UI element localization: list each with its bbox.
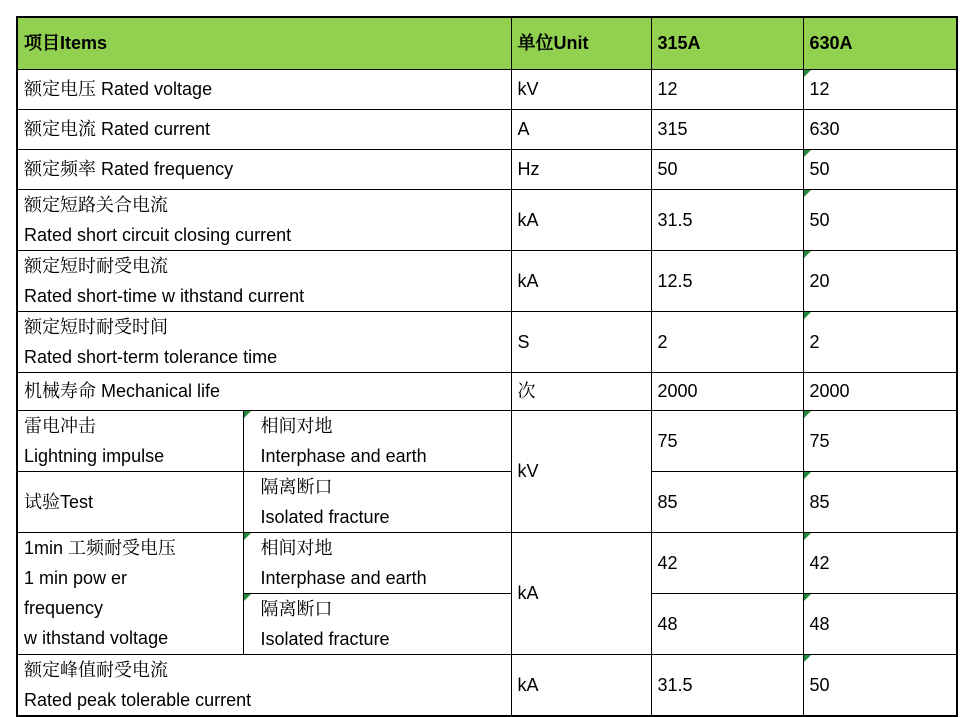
item-label-zh: 额定短时耐受时间 xyxy=(24,316,168,337)
value-630a: 75 xyxy=(809,430,830,451)
sub-item-label-en: Interphase and earth xyxy=(260,567,427,588)
value-630a: 50 xyxy=(809,674,830,695)
table-row xyxy=(17,532,957,593)
header-315a: 315A xyxy=(651,17,803,69)
item-label-en: Rated short-term tolerance time xyxy=(24,346,278,367)
value-315a-cell: 48 xyxy=(651,593,803,654)
item-cell xyxy=(17,372,511,410)
value-315a-cell: 31.5 xyxy=(651,189,803,250)
spec-table xyxy=(16,16,958,717)
value-315a-cell: 31.5 xyxy=(651,654,803,716)
sub-item-cell xyxy=(243,532,511,593)
sub-item-cell xyxy=(243,410,511,471)
table-row xyxy=(17,372,957,410)
value-630a: 42 xyxy=(809,552,830,573)
sub-item-label-zh: 隔离断口 xyxy=(260,476,333,497)
value-315a-cell: 2 xyxy=(651,311,803,372)
value-630a-cell xyxy=(803,593,957,654)
green-triangle-indicator-icon xyxy=(244,533,251,540)
group-cell-test xyxy=(17,471,243,532)
group-cell-lightning xyxy=(17,410,243,471)
green-triangle-indicator-icon xyxy=(804,655,811,662)
sub-item-cell xyxy=(243,471,511,532)
item-cell xyxy=(17,250,511,311)
header-unit: 单位Unit xyxy=(511,17,651,69)
green-triangle-indicator-icon xyxy=(804,150,811,157)
green-triangle-indicator-icon xyxy=(804,190,811,197)
item-cell xyxy=(17,189,511,250)
header-items: 项目Items xyxy=(17,17,511,69)
group-label: 试验Test xyxy=(24,491,94,512)
table-row xyxy=(17,149,957,189)
item-cell xyxy=(17,654,511,716)
unit-cell: S xyxy=(511,311,651,372)
value-630a: 12 xyxy=(809,79,830,99)
table-row xyxy=(17,69,957,109)
unit-cell: kV xyxy=(511,69,651,109)
item-label: 额定频率 Rated frequency xyxy=(24,159,234,179)
unit-cell: kA xyxy=(511,532,651,654)
item-label-zh: 额定短时耐受电流 xyxy=(24,255,168,276)
value-315a-cell: 42 xyxy=(651,532,803,593)
value-630a-cell xyxy=(803,250,957,311)
item-cell xyxy=(17,69,511,109)
header-630a: 630A xyxy=(803,17,957,69)
group-label-en: Lightning impulse xyxy=(24,445,165,466)
unit-cell: kV xyxy=(511,410,651,532)
value-315a-cell: 12.5 xyxy=(651,250,803,311)
value-630a-cell xyxy=(803,532,957,593)
header-row xyxy=(17,17,957,69)
item-cell xyxy=(17,109,511,149)
sub-item-label-en: Isolated fracture xyxy=(260,506,390,527)
unit-cell: kA xyxy=(511,189,651,250)
unit-cell: 次 xyxy=(511,372,651,410)
table-row xyxy=(17,311,957,372)
item-label: 额定电压 Rated voltage xyxy=(24,79,213,99)
item-label: 额定电流 Rated current xyxy=(24,119,211,139)
sub-item-label-en: Interphase and earth xyxy=(260,445,427,466)
green-triangle-indicator-icon xyxy=(804,312,811,319)
unit-cell: Hz xyxy=(511,149,651,189)
value-630a-cell: 2000 xyxy=(803,372,957,410)
table-row xyxy=(17,109,957,149)
value-630a-cell xyxy=(803,311,957,372)
green-triangle-indicator-icon xyxy=(804,533,811,540)
sub-item-label-zh: 相间对地 xyxy=(260,415,333,436)
group-label-zh: 雷电冲击 xyxy=(24,415,96,436)
green-triangle-indicator-icon xyxy=(804,472,811,479)
value-630a: 50 xyxy=(809,159,830,179)
item-label-en: Rated peak tolerable current xyxy=(24,689,252,710)
item-cell xyxy=(17,311,511,372)
item-cell xyxy=(17,149,511,189)
unit-cell: kA xyxy=(511,250,651,311)
table-row xyxy=(17,654,957,716)
item-label-zh: 额定短路关合电流 xyxy=(24,194,168,215)
item-label: 机械寿命 Mechanical life xyxy=(24,381,221,401)
green-triangle-indicator-icon xyxy=(244,411,251,418)
item-label-en: Rated short-time w ithstand current xyxy=(24,285,305,306)
value-630a: 85 xyxy=(809,491,830,512)
value-630a-cell xyxy=(803,471,957,532)
unit-cell: A xyxy=(511,109,651,149)
table-row xyxy=(17,189,957,250)
value-630a-cell: 630 xyxy=(803,109,957,149)
green-triangle-indicator-icon xyxy=(804,411,811,418)
value-315a-cell: 2000 xyxy=(651,372,803,410)
value-630a: 20 xyxy=(809,270,830,291)
value-630a-cell xyxy=(803,410,957,471)
value-630a-cell xyxy=(803,69,957,109)
group-label-line: 1 min pow er xyxy=(24,568,128,588)
green-triangle-indicator-icon xyxy=(804,594,811,601)
value-315a-cell: 85 xyxy=(651,471,803,532)
group-label-line: w ithstand voltage xyxy=(24,628,169,648)
group-label-line: frequency xyxy=(24,598,104,618)
sub-item-label-zh: 隔离断口 xyxy=(260,598,333,619)
value-630a-cell xyxy=(803,654,957,716)
value-630a-cell xyxy=(803,149,957,189)
group-label-line: 1min 工频耐受电压 xyxy=(24,538,177,558)
green-triangle-indicator-icon xyxy=(804,70,811,77)
item-label-zh: 额定峰值耐受电流 xyxy=(24,659,168,680)
value-630a-cell xyxy=(803,189,957,250)
green-triangle-indicator-icon xyxy=(804,251,811,258)
value-630a: 50 xyxy=(809,209,830,230)
green-triangle-indicator-icon xyxy=(244,594,251,601)
sub-item-label-zh: 相间对地 xyxy=(260,537,333,558)
unit-cell: kA xyxy=(511,654,651,716)
table-row xyxy=(17,471,957,532)
table-row xyxy=(17,250,957,311)
group-cell-power-frequency xyxy=(17,532,243,654)
value-630a: 2 xyxy=(809,331,820,352)
table-row xyxy=(17,410,957,471)
value-315a-cell: 50 xyxy=(651,149,803,189)
item-label-en: Rated short circuit closing current xyxy=(24,224,292,245)
sub-item-cell xyxy=(243,593,511,654)
value-315a-cell: 75 xyxy=(651,410,803,471)
sub-item-label-en: Isolated fracture xyxy=(260,628,390,649)
value-630a: 48 xyxy=(809,613,830,634)
value-315a-cell: 12 xyxy=(651,69,803,109)
value-315a-cell: 315 xyxy=(651,109,803,149)
